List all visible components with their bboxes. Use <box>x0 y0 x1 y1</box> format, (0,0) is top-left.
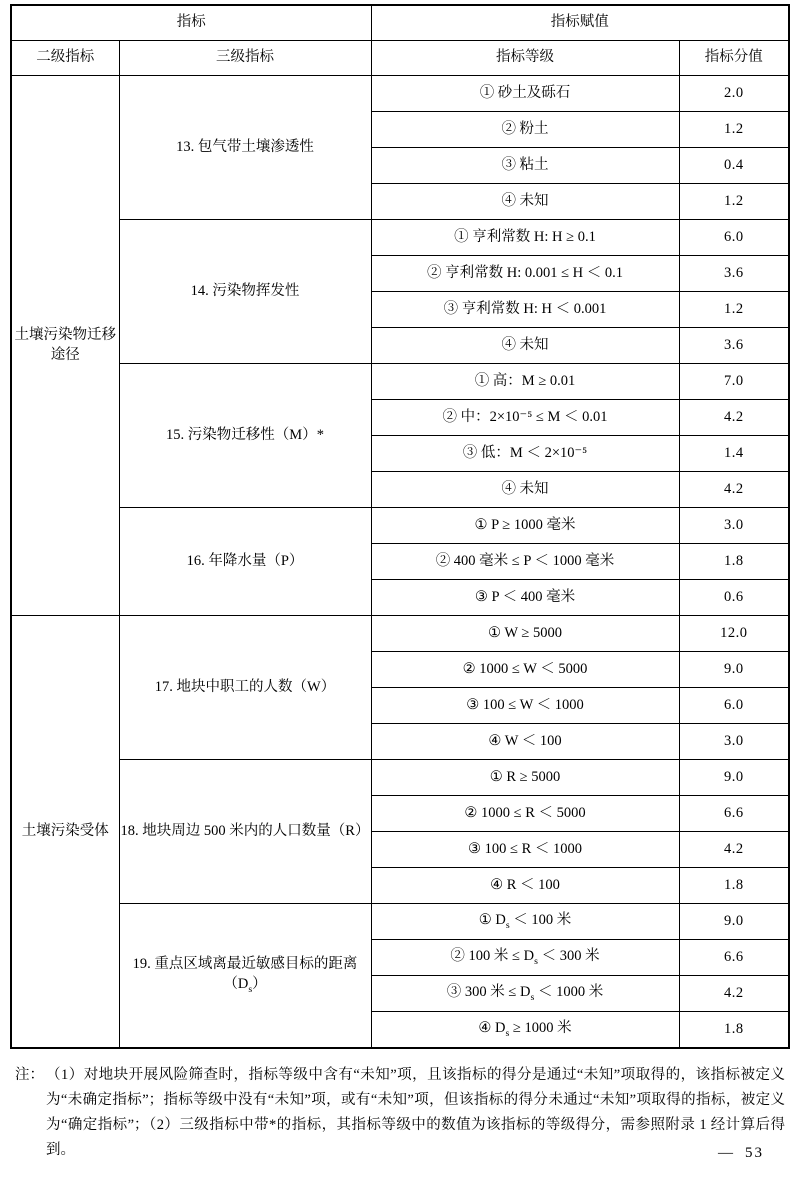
grade-cell: ③ P ＜ 400 毫米 <box>371 580 679 616</box>
score-cell: 1.2 <box>679 292 789 328</box>
grade-cell: ① 砂土及砾石 <box>371 76 679 112</box>
score-cell: 0.4 <box>679 148 789 184</box>
score-cell: 4.2 <box>679 976 789 1012</box>
grade-cell: ② 粉土 <box>371 112 679 148</box>
score-cell: 0.6 <box>679 580 789 616</box>
header-level3: 三级指标 <box>119 41 371 76</box>
level3-cell: 19. 重点区域离最近敏感目标的距离$(D_s)$ <box>119 904 371 1049</box>
grade-cell: ④ 未知 <box>371 472 679 508</box>
grade-cell: ③ 300 米 ≤ $D_s < 1000$ 米 <box>371 976 679 1012</box>
score-cell: 1.2 <box>679 112 789 148</box>
header-level2: 二级指标 <box>11 41 119 76</box>
score-cell: 6.6 <box>679 940 789 976</box>
table-row <box>11 364 789 400</box>
grade-cell: ② 100 米 ≤ $D_s < 300$ 米 <box>371 940 679 976</box>
table-row <box>11 760 789 796</box>
table-row <box>11 616 789 652</box>
table-row <box>11 508 789 544</box>
score-cell: 9.0 <box>679 652 789 688</box>
score-cell: 1.4 <box>679 436 789 472</box>
score-cell: 1.8 <box>679 544 789 580</box>
header-indicator-group: 指标 <box>11 5 371 41</box>
level3-cell: 17. 地块中职工的人数（W） <box>119 616 371 760</box>
score-cell: 4.2 <box>679 832 789 868</box>
grade-cell: ① 亨利常数 H: H ≥ 0.1 <box>371 220 679 256</box>
score-cell: 12.0 <box>679 616 789 652</box>
header-score: 指标分值 <box>679 41 789 76</box>
header-grade: 指标等级 <box>371 41 679 76</box>
grade-cell: ③ 100 ≤ W ＜ 1000 <box>371 688 679 724</box>
level3-cell: 15. 污染物迁移性（M）* <box>119 364 371 508</box>
table-row <box>11 76 789 112</box>
score-cell: 1.8 <box>679 1012 789 1049</box>
grade-cell: ② 400 毫米 ≤ P ＜ 1000 毫米 <box>371 544 679 580</box>
table-row <box>11 220 789 256</box>
score-cell: 3.6 <box>679 328 789 364</box>
page-number <box>718 1145 764 1162</box>
level3-cell: 18. 地块周边 500 米内的人口数量（R） <box>119 760 371 904</box>
score-cell: 6.0 <box>679 688 789 724</box>
score-cell: 1.2 <box>679 184 789 220</box>
table-header-sub-row <box>11 41 789 76</box>
grade-cell: ① 高：M ≥ 0.01 <box>371 364 679 400</box>
grade-cell: ① $D_s < 100$ 米 <box>371 904 679 940</box>
level2-cell: 土壤污染物迁移途径 <box>11 76 119 616</box>
grade-cell: ④ W ＜ 100 <box>371 724 679 760</box>
level3-cell: 16. 年降水量（P） <box>119 508 371 616</box>
page-number-value: 53 <box>745 1145 764 1161</box>
grade-cell: ① W ≥ 5000 <box>371 616 679 652</box>
grade-cell: ③ 低：M ＜ 2×10⁻⁵ <box>371 436 679 472</box>
score-cell: 6.6 <box>679 796 789 832</box>
score-cell: 3.0 <box>679 724 789 760</box>
table-header-top-row <box>11 5 789 41</box>
score-cell: 6.0 <box>679 220 789 256</box>
grade-cell: ④ R ＜ 100 <box>371 868 679 904</box>
grade-cell: ③ 粘土 <box>371 148 679 184</box>
score-cell: 3.0 <box>679 508 789 544</box>
grade-cell: ③ 亨利常数 H: H ＜ 0.001 <box>371 292 679 328</box>
table-row <box>11 904 789 940</box>
header-value-group: 指标赋值 <box>371 5 789 41</box>
score-cell: 7.0 <box>679 364 789 400</box>
score-cell: 3.6 <box>679 256 789 292</box>
grade-cell: ② 亨利常数 H: 0.001 ≤ H ＜ 0.1 <box>371 256 679 292</box>
grade-cell: ② 1000 ≤ R ＜ 5000 <box>371 796 679 832</box>
score-cell: 1.8 <box>679 868 789 904</box>
footnote-label: 注： <box>15 1067 44 1083</box>
level2-cell: 土壤污染受体 <box>11 616 119 1049</box>
score-cell: 2.0 <box>679 76 789 112</box>
score-cell: 4.2 <box>679 472 789 508</box>
indicator-scoring-table <box>10 4 790 1049</box>
grade-cell: ① R ≥ 5000 <box>371 760 679 796</box>
score-cell: 4.2 <box>679 400 789 436</box>
level3-cell: 13. 包气带土壤渗透性 <box>119 76 371 220</box>
grade-cell: ④ $D_s \ge 1000$ 米 <box>371 1012 679 1049</box>
level3-cell: 14. 污染物挥发性 <box>119 220 371 364</box>
grade-cell: ① P ≥ 1000 毫米 <box>371 508 679 544</box>
table-footnote <box>15 1063 785 1163</box>
score-cell: 9.0 <box>679 760 789 796</box>
grade-cell: ② 1000 ≤ W ＜ 5000 <box>371 652 679 688</box>
grade-cell: ④ 未知 <box>371 328 679 364</box>
grade-cell: ③ 100 ≤ R ＜ 1000 <box>371 832 679 868</box>
page-number-dash: — <box>718 1145 735 1161</box>
footnote-body: （1）对地块开展风险筛查时，指标等级中含有“未知”项，且该指标的得分是通过“未知”项取得的，该指标被定义为“未确定指标”；指标等级中没有“未知”项，或有“未知”项，但该指标的得分未通过“未知”项取得的指标，被定义为“确定指标”；（2）三级指标中带*的指标，其指标等级中的数值为该指标的等级得分，需参照附录 1 经计算后得到。 <box>46 1067 785 1158</box>
grade-cell: ② 中：2×10⁻⁵ ≤ M ＜ 0.01 <box>371 400 679 436</box>
score-cell: 9.0 <box>679 904 789 940</box>
grade-cell: ④ 未知 <box>371 184 679 220</box>
